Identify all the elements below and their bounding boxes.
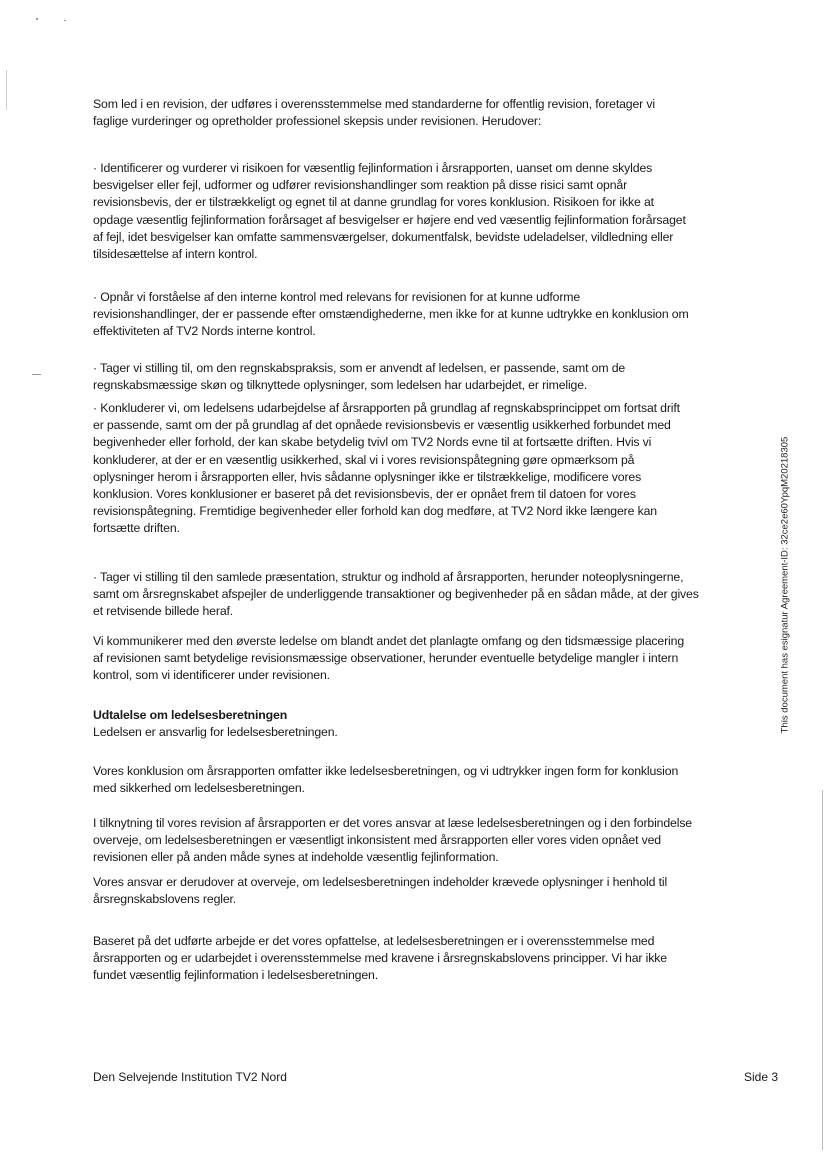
- scan-speck: [32, 374, 41, 375]
- esignatur-note: This document has esignatur Agreement-ID: 32ce2e60YpqM20218305: [779, 436, 791, 734]
- paragraph-responsibility: [93, 815, 692, 867]
- text-line: Vores ansvar er derudover at overveje, om ledelsesberetningen indeholder krævede oplysninger i henhold til: [93, 875, 668, 889]
- text-line: · Identificerer og vurderer vi risikoen for væsentlig fejlinformation i årsrapporten, uanset om denne skyldes: [93, 161, 653, 175]
- text-line: faglige vurderinger og opretholder professionel skepsis under revisionen. Herudover:: [93, 114, 542, 129]
- scan-edge: [822, 790, 823, 1150]
- text-line: Vi kommunikerer med den øverste ledelse om blandt andet det planlagte omfang og den tidsmæssige placering: [93, 634, 685, 648]
- text-line: er passende, samt om der på grundlag af det opnåede revisionsbevis er væsentlig usikkerhed forbundet med: [93, 418, 671, 433]
- text-line: kontrol, som vi identificerer under revisionen.: [93, 668, 330, 683]
- text-line: fundet væsentlig fejlinformation i ledelsesberetningen.: [93, 968, 379, 983]
- scan-speck: [64, 20, 66, 21]
- paragraph-bullet-3: [93, 360, 625, 394]
- page-number: Side 3: [744, 1070, 779, 1084]
- paragraph-bullet-2: [93, 289, 689, 341]
- text-line: af revisionen samt betydelige revisionsmæssige observationer, herunder eventuelle betydelige mangler i intern: [93, 651, 679, 666]
- scan-edge: [6, 70, 7, 110]
- scan-speck: [36, 18, 38, 20]
- paragraph-scope: [93, 763, 678, 797]
- paragraph-bullet-1: [93, 160, 686, 263]
- paragraph-heading: [93, 707, 338, 741]
- text-line: · Opnår vi forståelse af den interne kontrol med relevans for revisionen for at kunne udforme: [93, 290, 581, 304]
- text-line: Ledelsen er ansvarlig for ledelsesberetningen.: [93, 725, 338, 740]
- text-line: opdage væsentlig fejlinformation forårsaget af besvigelser er højere end ved væsentlig fejlinformation forårsaget: [93, 212, 686, 227]
- text-line: tilsidesættelse af intern kontrol.: [93, 247, 258, 262]
- text-line: af fejl, idet besvigelser kan omfatte sammensværgelser, dokumentfalsk, bevidste udeladelser, vildledning eller: [93, 229, 674, 244]
- text-line: overveje, om ledelsesberetningen er væsentligt inkonsistent med årsrapporten eller vores viden opnået ved: [93, 833, 661, 848]
- text-line: Som led i en revision, der udføres i overensstemmelse med standarderne for offentlig revision, foretager vi: [93, 97, 655, 111]
- text-line: regnskabsmæssige skøn og tilknyttede oplysninger, som ledelsen har udarbejdet, er rimelige.: [93, 378, 588, 393]
- text-line: et retvisende billede heraf.: [93, 604, 234, 619]
- text-line: Baseret på det udførte arbejde er det vores opfattelse, at ledelsesberetningen er i overensstemmelse med: [93, 934, 655, 948]
- text-line: effektiviteten af TV2 Nords interne kontrol.: [93, 324, 316, 339]
- text-line: Vores konklusion om årsrapporten omfatter ikke ledelsesberetningen, og vi udtrykker ingen form for konklusion: [93, 764, 679, 778]
- text-line: revisionsbevis, der er tilstrækkeligt og egnet til at danne grundlag for vores konklusion. Risikoen for ikke at: [93, 195, 654, 210]
- text-line: · Tager vi stilling til den samlede præsentation, struktur og indhold af årsrapporten, herunder noteoplysningerne,: [93, 570, 684, 584]
- paragraph-communication: [93, 633, 684, 685]
- text-line: konklusion. Vores konklusioner er baseret på det revisionsbevis, der er opnået frem til datoen for vores: [93, 487, 636, 502]
- text-line: fortsætte driften.: [93, 521, 180, 536]
- text-line: med sikkerhed om ledelsesberetningen.: [93, 781, 305, 796]
- section-heading: Udtalelse om ledelsesberetningen: [93, 708, 288, 722]
- text-line: begivenheder eller forhold, der kan skabe betydelig tvivl om TV2 Nords evne til at fortsætte driften. Hvis vi: [93, 435, 652, 450]
- paragraph-bullet-5: [93, 569, 699, 621]
- text-line: samt om årsregnskabet afspejler de underliggende transaktioner og begivenheder på en sådan måde, at der gives: [93, 587, 699, 602]
- text-line: årsrapporten og er udarbejdet i overensstemmelse med kravene i årsregnskabslovens principper. Vi har ikke: [93, 951, 667, 966]
- paragraph-bullet-4: [93, 400, 680, 538]
- text-line: besvigelser eller fejl, udformer og udfører revisionshandlinger som reaktion på disse risici samt opnår: [93, 178, 628, 193]
- text-line: konkluderer, at der er en væsentlig usikkerhed, skal vi i vores revisionspåtegning gøre opmærksom på: [93, 452, 635, 467]
- footer-organization: Den Selvejende Institution TV2 Nord: [93, 1070, 287, 1084]
- paragraph-intro: [93, 96, 655, 130]
- text-line: revisionspåtegning. Fremtidige begivenheder eller forhold kan dog medføre, at TV2 Nord ikke længere kan: [93, 504, 657, 519]
- text-line: revisionshandlinger, der er passende efter omstændighederne, men ikke for at kunne udtrykke en konklusion om: [93, 307, 689, 322]
- text-line: oplysninger herom i årsrapporten eller, hvis sådanne oplysninger ikke er tilstrækkelige, modificere vores: [93, 469, 642, 484]
- paragraph-requirements: [93, 874, 667, 908]
- text-line: · Tager vi stilling til, om den regnskabspraksis, som er anvendt af ledelsen, er passende, samt om de: [93, 361, 626, 375]
- text-line: · Konkluderer vi, om ledelsens udarbejdelse af årsrapporten på grundlag af regnskabsprincippet om fortsat drift: [93, 401, 680, 415]
- text-line: I tilknytning til vores revision af årsrapporten er det vores ansvar at læse ledelsesberetningen og i den forbindelse: [93, 816, 693, 830]
- text-line: årsregnskabslovens regler.: [93, 892, 237, 907]
- paragraph-conclusion: [93, 933, 667, 985]
- text-line: revisionen eller på anden måde synes at indeholde væsentlig fejlinformation.: [93, 850, 499, 865]
